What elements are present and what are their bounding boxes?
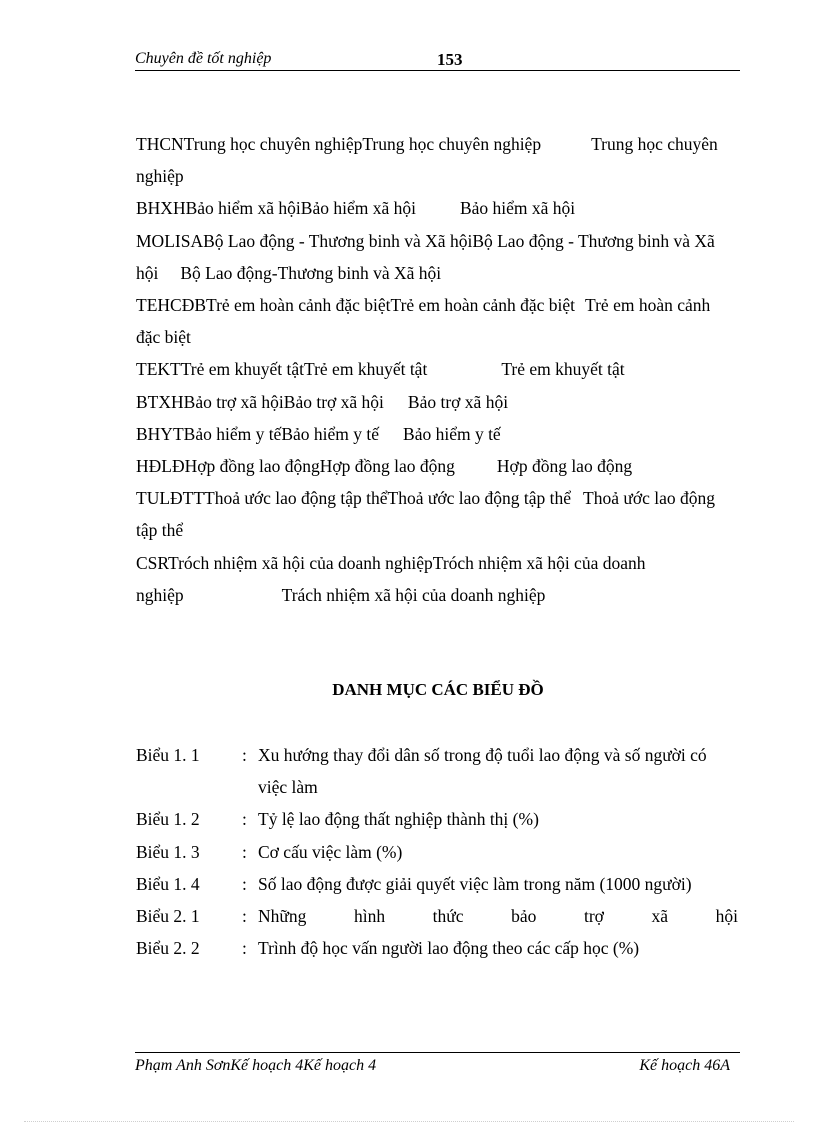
figure-entry [136,836,738,868]
figure-colon: : [242,841,247,862]
figure-description: Trình độ học vấn người lao động theo các cấp học (%) [258,938,640,959]
abbreviation-entry: BTXHBảo trợ xã hộiBảo trợ xã hội Bảo trợ xã hội [136,391,509,412]
abbreviation-entry: BHYTBảo hiểm y tếBảo hiểm y tế Bảo hiểm y tế [136,423,501,444]
figure-entry [136,900,738,932]
figure-entry [136,739,738,803]
abbreviation-list [136,128,736,611]
figure-description: Xu hướng thay đổi dân số trong độ tuổi lao động và số người có việc làm [258,745,707,798]
page-header [135,48,740,71]
abbreviation-entry: THCNTrung học chuyên nghiệpTrung học chuyên nghiệp Trung học chuyên nghiệp [136,134,718,187]
figure-entry [136,868,738,900]
abbreviation-entry: MOLISABộ Lao động - Thương binh và Xã hộiBộ Lao động - Thương binh và Xã hội Bộ Lao động-Thương binh và Xã hội [136,230,715,283]
figure-colon: : [242,873,247,894]
figure-description: Cơ cấu việc làm (%) [258,841,403,862]
figure-colon: : [242,745,247,765]
figure-label: Biểu 1. 3 [136,841,200,862]
abbreviation-entry: BHXHBảo hiểm xã hộiBảo hiểm xã hội Bảo hiểm xã hội [136,198,576,219]
figure-colon: : [242,938,247,959]
abbreviation-entry: TULĐTTThoả ước lao động tập thểThoả ước lao động tập thể Thoả ước lao động tập thể [136,488,715,541]
page-number: 153 [437,50,463,69]
abbreviation-entry: HĐLĐHợp đồng lao độngHợp đồng lao động Hợp đồng lao động [136,456,633,477]
figure-description: Tỷ lệ lao động thất nghiệp thành thị (%) [258,809,539,830]
abbreviation-entry: TEHCĐBTrẻ em hoàn cảnh đặc biệtTrẻ em hoàn cảnh đặc biệt Trẻ em hoàn cảnh đặc biệt [136,295,711,348]
figure-colon: : [242,809,247,830]
footer-class: Kế hoạch 46A [639,1057,730,1074]
figure-label: Biểu 2. 2 [136,938,200,959]
figure-label: Biểu 1. 1 [136,745,200,765]
figure-list [136,739,738,964]
section-title: DANH MỤC CÁC BIỂU ĐỒ [332,680,544,699]
abbreviation-entry: CSRTróch nhiệm xã hội của doanh nghiệpTróch nhiệm xã hội của doanh nghiệp Trách nhiệm xã hội của doanh nghiệp [136,552,646,605]
footer-author: Phạm Anh SơnKế hoạch 4Kế hoạch 4 [135,1057,377,1074]
page-edge-divider [24,1121,794,1122]
abbreviation-entry: TEKTTrẻ em khuyết tậtTrẻ em khuyết tật Trẻ em khuyết tật [136,359,625,380]
figure-label: Biểu 2. 1 [136,906,200,927]
figure-description: Số lao động được giải quyết việc làm trong năm (1000 người) [258,873,692,894]
header-subject: Chuyên đề tốt nghiệp [135,50,272,67]
figure-entry [136,803,738,835]
figure-label: Biểu 1. 4 [136,873,200,894]
figure-label: Biểu 1. 2 [136,809,200,830]
figure-description: Những hình thức bảo trợ xã hội [258,906,738,927]
figure-entry [136,932,738,964]
page-footer [135,1052,740,1077]
figure-colon: : [242,906,247,927]
